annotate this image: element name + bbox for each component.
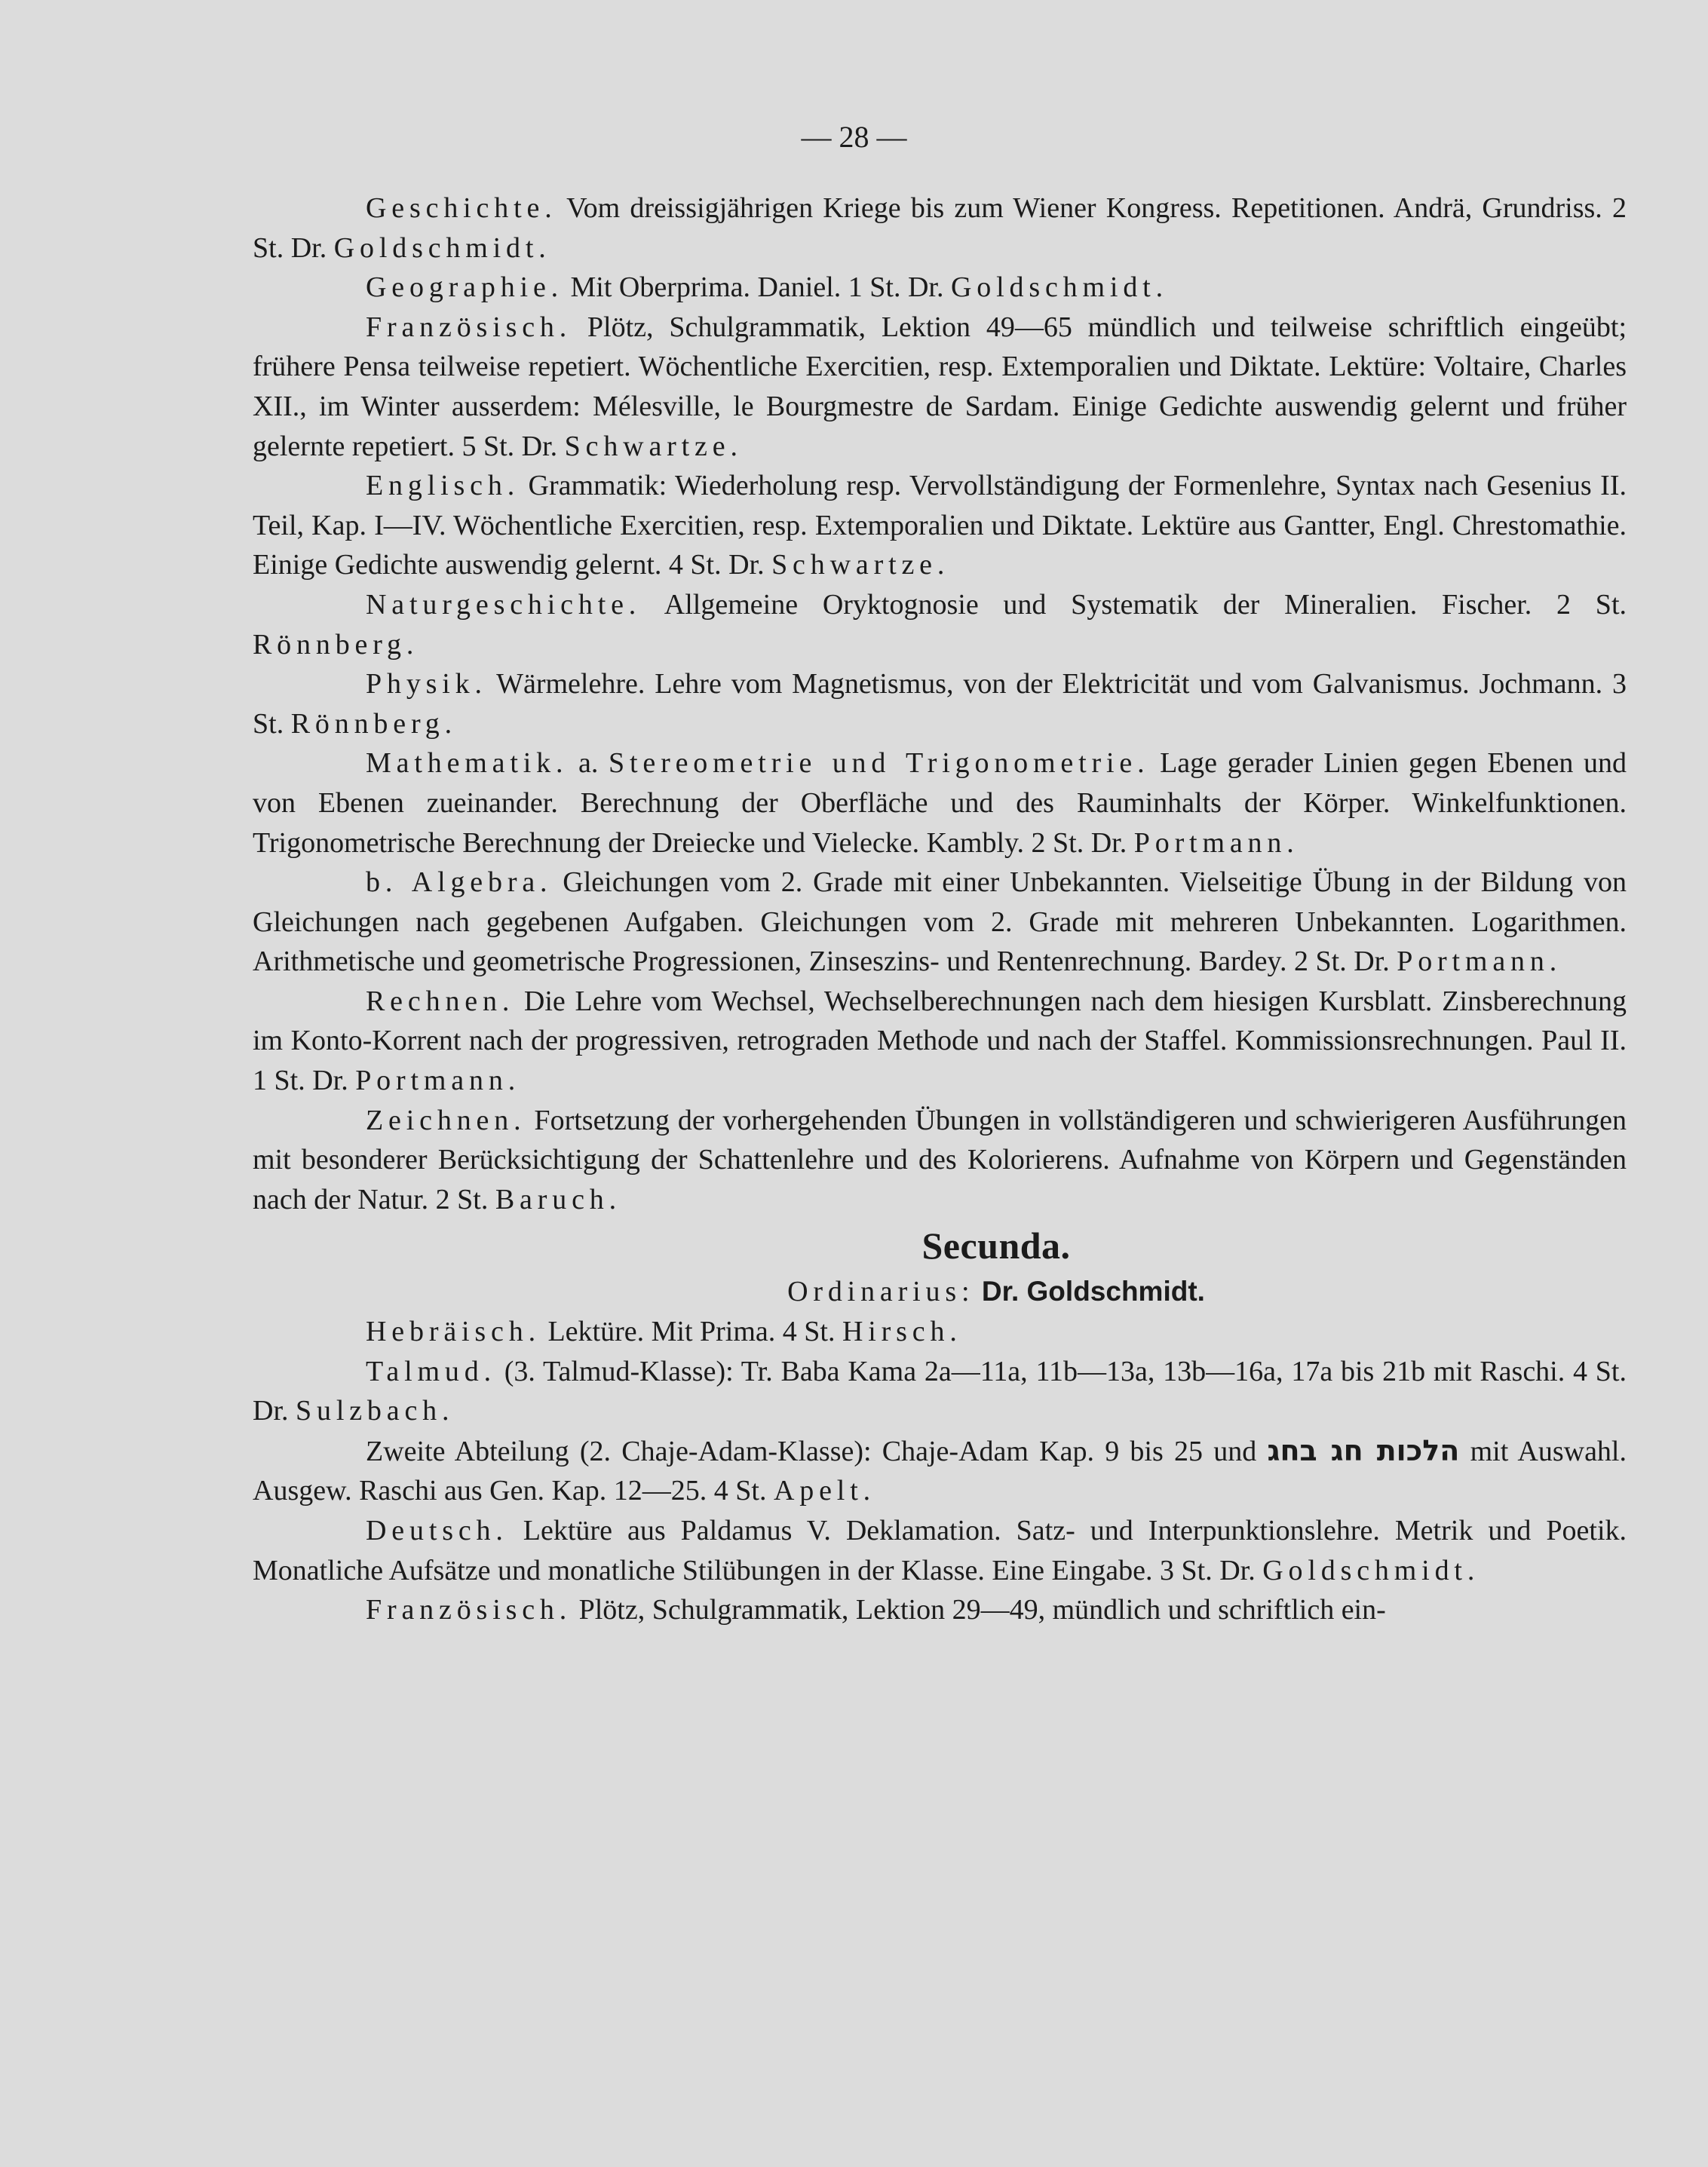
teacher-name: Goldschmidt [333, 231, 539, 264]
paragraph-text: Die Lehre vom Wechsel, Wechselberechnungen nach dem hiesigen Kursblatt. Zinsberechnung im Konto-Korrent nach der progressiven, retrograden Methode und nach der Staffel. Kommissionsrechnungen. Paul II. 1 St. Dr. [253, 985, 1627, 1097]
paragraph-hebraeisch: Hebräisch. Lektüre. Mit Prima. 4 St. Hirsch. [366, 1316, 957, 1348]
subsubject-label: Stereometrie und Trigonometrie. [609, 747, 1150, 780]
subject-label: Talmud. [366, 1355, 496, 1387]
subject-label: Geschichte. [366, 192, 557, 224]
subject-label: Mathematik. [366, 747, 569, 780]
teacher-name: Sulzbach [296, 1395, 443, 1427]
paragraph-text: Vom dreissigjährigen Kriege bis zum Wiener Kongress. Repetitionen. Andrä, Grundriss. 2 St. Dr. [253, 192, 1627, 264]
paragraph-text: Allgemeine Oryktognosie und Systematik der Mineralien. Fischer. 2 St. [641, 588, 1627, 621]
paragraph-text: Lage gerader Linien gegen Ebenen und von Ebenen zueinander. Berechnung der Oberfläche und des Rauminhalts der Körper. Winkelfunktionen. Trigonometrische Berechnung der Dreiecke und Vielecke. Kambly. 2 St. Dr. [253, 747, 1627, 859]
paragraph-text: Zweite Abteilung (2. Chaje-Adam-Klasse): Chaje-Adam Kap. 9 bis 25 und [366, 1435, 1268, 1467]
paragraph-algebra: b. Algebra. Gleichungen vom 2. Grade mit einer Unbekannten. Vielseitige Übung in der Bildung von Gleichungen nach gegebenen Aufgaben. Gleichungen vom 2. Grade mit mehreren Unbekannten. Logarithmen. Arithmetische und geometrische Progressionen, Zinseszins- und Rentenrechnung. Bardey. 2 St. Dr. Portmann. [253, 866, 1627, 978]
teacher-name: Portmann [355, 1065, 508, 1097]
paragraph-franzoesisch-secunda [253, 1590, 1627, 1630]
paragraph-franzoesisch: Französisch. Plötz, Schulgrammatik, Lektion 49—65 mündlich und teilweise schriftlich eingeübt; frühere Pensa teilweise repetiert. Wöchentliche Exercitien, resp. Extemporalien und Diktate. Lektüre: Voltaire, Charles XII., im Winter ausserdem: Mélesville, le Bourgmestre de Sardam. Einige Gedichte auswendig gelernt und früher gelernte repetiert. 5 St. Dr. Schwartze. [253, 311, 1627, 462]
teacher-name: Schwartze [564, 430, 731, 462]
paragraph-geographie: Geographie. Mit Oberprima. Daniel. 1 St. Dr. Goldschmidt. [366, 271, 1164, 304]
teacher-name: Schwartze [771, 549, 937, 581]
subject-label: b. Algebra. [366, 866, 553, 899]
paragraph-text: Wärmelehre. Lehre vom Magnetismus, von der Elektricität und vom Galvanismus. Jochmann. 3 St. [253, 668, 1627, 740]
teacher-name: Baruch [495, 1183, 609, 1215]
paragraph-text: Grammatik: Wiederholung resp. Vervollständigung der Formenlehre, Syntax nach Gesenius II. Teil, Kap. I—IV. Wöchentliche Exercitien, resp. Extemporalien und Diktate. Lektüre aus Gantter, Engl. Chrestomathie. Einige Gedichte auswendig gelernt. 4 St. Dr. [253, 470, 1627, 581]
paragraph-text: Lektüre aus Paldamus V. Deklamation. Satz- und Interpunktionslehre. Metrik und Poetik. Monatliche Aufsätze und monatliche Stilübungen in der Klasse. Eine Eingabe. 3 St. Dr. [253, 1515, 1627, 1586]
paragraph-text: Mit Oberprima. Daniel. 1 St. Dr. [563, 271, 951, 304]
subject-label: Rechnen. [366, 985, 515, 1017]
paragraph-zweite-abteilung: Zweite Abteilung (2. Chaje-Adam-Klasse): Chaje-Adam Kap. 9 bis 25 und הלכות חג בחג mit Auswahl. Ausgew. Raschi aus Gen. Kap. 12—25. 4 St. Apelt. [253, 1433, 1627, 1507]
paragraph-text: Fortsetzung der vorhergehenden Übungen in vollständigeren und schwierigeren Ausführungen mit besonderer Berücksichtigung der Schattenlehre und des Kolorierens. Aufnahme von Körpern und Gegenständen nach der Natur. 2 St. [253, 1104, 1627, 1215]
paragraph-text: Gleichungen vom 2. Grade mit einer Unbekannten. Vielseitige Übung in der Bildung von Gleichungen nach gegebenen Aufgaben. Gleichungen vom 2. Grade mit mehreren Unbekannten. Logarithmen. Arithmetische und geometrische Progressionen, Zinseszins- und Rentenrechnung. Bardey. 2 St. Dr. [253, 866, 1627, 978]
paragraph-text: mit Auswahl. Ausgew. Raschi aus Gen. Kap. 12—25. 4 St. [253, 1435, 1627, 1507]
paragraph-physik: Physik. Wärmelehre. Lehre vom Magnetismus, von der Elektricität und vom Galvanismus. Jochmann. 3 St. Rönnberg. [253, 668, 1627, 740]
subject-label: Englisch. [366, 470, 520, 502]
paragraph-deutsch: Deutsch. Lektüre aus Paldamus V. Deklamation. Satz- und Interpunktionslehre. Metrik und Poetik. Monatliche Aufsätze und monatliche Stilübungen in der Klasse. Eine Eingabe. 3 St. Dr. Goldschmidt. [253, 1515, 1627, 1586]
teacher-name: Hirsch [842, 1316, 950, 1348]
ordinarius-label: Ordinarius: [787, 1276, 975, 1308]
subject-label: Französisch. [366, 311, 572, 343]
subject-label: Hebräisch. [366, 1316, 541, 1348]
body-text [253, 189, 1627, 1630]
subject-label: Deutsch. [366, 1515, 508, 1546]
paragraph-text: Plötz, Schulgrammatik, Lektion 29—49, mündlich und schriftlich ein- [572, 1594, 1386, 1626]
paragraph-geschichte: Geschichte. Vom dreissigjährigen Kriege bis zum Wiener Kongress. Repetitionen. Andrä, Grundriss. 2 St. Dr. Goldschmidt. [253, 192, 1627, 264]
subject-label: Naturgeschichte. [366, 588, 642, 621]
teacher-name: Portmann [1397, 946, 1550, 978]
subject-label: Geographie. [366, 271, 563, 304]
subject-label: Zeichnen. [366, 1104, 526, 1136]
paragraph-mathematik: Mathematik. a. Stereometrie und Trigonometrie. Lage gerader Linien gegen Ebenen und von Ebenen zueinander. Berechnung der Oberfläche und des Rauminhalts der Körper. Winkelfunktionen. Trigonometrische Berechnung der Dreiecke und Vielecke. Kambly. 2 St. Dr. Portmann. [253, 747, 1627, 859]
teacher-name: Goldschmidt [950, 271, 1156, 304]
teacher-name: Rönnberg [253, 628, 406, 661]
paragraph-talmud: Talmud. (3. Talmud-Klasse): Tr. Baba Kama 2a—11a, 11b—13a, 13b—16a, 17a bis 21b mit Raschi. 4 St. Dr. Sulzbach. [253, 1355, 1627, 1427]
hebrew-phrase: הלכות חג בחג [1267, 1433, 1460, 1467]
ordinarius-name: Dr. Goldschmidt. [981, 1276, 1205, 1307]
subject-label: Französisch. [366, 1594, 572, 1626]
section-heading-secunda: Secunda. [921, 1224, 1071, 1267]
paragraph-englisch: Englisch. Grammatik: Wiederholung resp. Vervollständigung der Formenlehre, Syntax nach Gesenius II. Teil, Kap. I—IV. Wöchentliche Exercitien, resp. Extemporalien und Diktate. Lektüre aus Gantter, Engl. Chrestomathie. Einige Gedichte auswendig gelernt. 4 St. Dr. Schwartze. [253, 470, 1627, 581]
subject-label: Physik. [366, 668, 487, 700]
paragraph-text: Plötz, Schulgrammatik, Lektion 49—65 mündlich und teilweise schriftlich eingeübt; frühere Pensa teilweise repetiert. Wöchentliche Exercitien, resp. Extemporalien und Diktate. Lektüre: Voltaire, Charles XII., im Winter ausserdem: Mélesville, le Bourgmestre de Sardam. Einige Gedichte auswendig gelernt und früher gelernte repetiert. 5 St. Dr. [253, 311, 1627, 462]
teacher-name: Apelt [773, 1475, 863, 1507]
teacher-name: Rönnberg [290, 707, 445, 740]
page-number: — 28 — [801, 120, 907, 154]
paragraph-naturgeschichte: Naturgeschichte. Allgemeine Oryktognosie und Systematik der Mineralien. Fischer. 2 St. Rönnberg. [253, 588, 1627, 661]
ordinarius-line [253, 1272, 1627, 1312]
paragraph-rechnen: Rechnen. Die Lehre vom Wechsel, Wechselberechnungen nach dem hiesigen Kursblatt. Zinsberechnung im Konto-Korrent nach der progressiven, retrograden Methode und nach der Staffel. Kommissionsrechnungen. Paul II. 1 St. Dr. Portmann. [253, 985, 1627, 1097]
teacher-name: Portmann [1133, 826, 1287, 859]
teacher-name: Goldschmidt [1262, 1554, 1467, 1586]
paragraph-text: Lektüre. Mit Prima. 4 St. [540, 1316, 842, 1348]
paragraph-zeichnen: Zeichnen. Fortsetzung der vorhergehenden Übungen in vollständigeren und schwierigeren Ausführungen mit besonderer Berücksichtigung der Schattenlehre und des Kolorierens. Aufnahme von Körpern und Gegenständen nach der Natur. 2 St. Baruch. [253, 1104, 1627, 1215]
paragraph-text: (3. Talmud-Klasse): Tr. Baba Kama 2a—11a, 11b—13a, 13b—16a, 17a bis 21b mit Raschi. 4 St. Dr. [253, 1355, 1627, 1427]
